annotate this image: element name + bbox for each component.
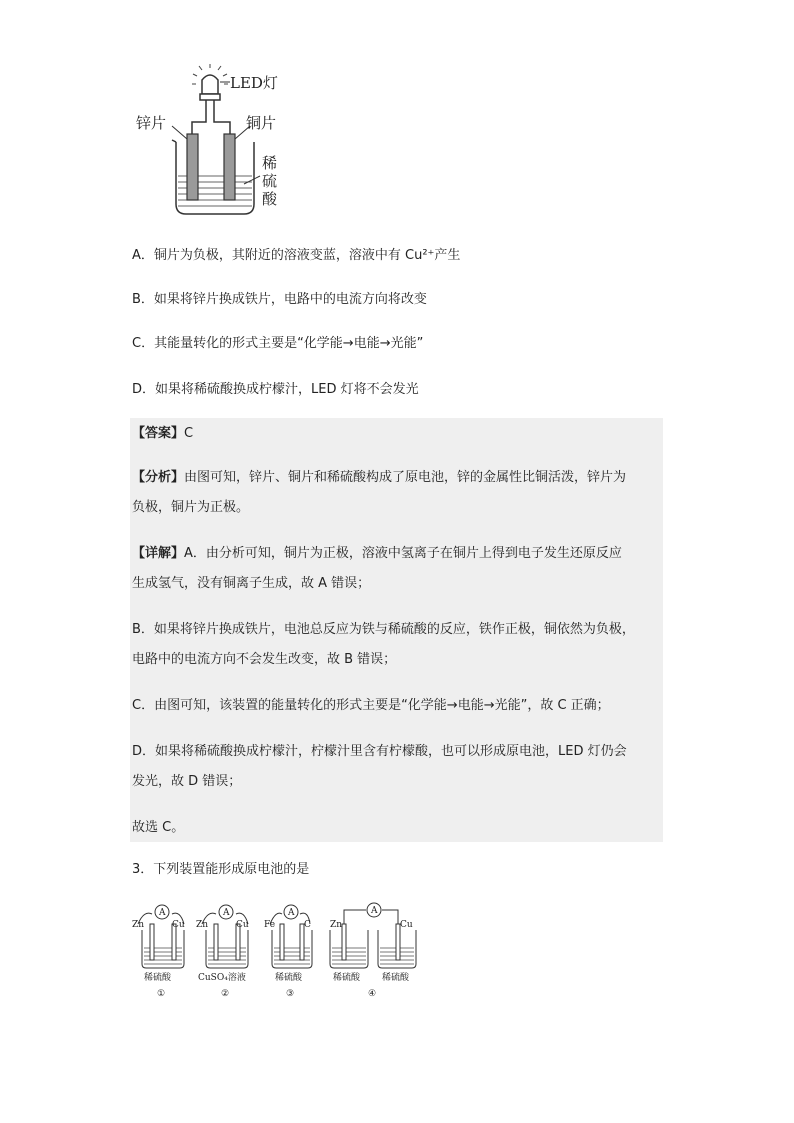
d1-right: Cu [172, 920, 185, 930]
detail-tag: 【详解】 [132, 546, 185, 561]
d4-solution-left: 稀硫酸 [333, 973, 361, 983]
ammeter-label: A [159, 908, 166, 918]
d1-left: Zn [132, 920, 145, 930]
ammeter-label: A [288, 908, 295, 918]
answer-tag: 【答案】 [132, 426, 185, 441]
analysis-tag: 【分析】 [132, 470, 185, 485]
zinc-label: 锌片 [136, 114, 167, 132]
led-cell-figure [132, 64, 302, 224]
d1-solution: 稀硫酸 [144, 973, 172, 983]
detail-c-line: C．由图可知，该装置的能量转化的形式主要是“化学能→电能→光能”，故 C 正确； [132, 698, 610, 713]
option-c: C．其能量转化的形式主要是“化学能→电能→光能” [132, 336, 424, 351]
led-bulb [202, 75, 218, 94]
answer-value: C [184, 426, 194, 441]
d2-num: ② [221, 989, 230, 999]
acid-label-1: 稀 [262, 154, 278, 172]
analysis-text-1: 由图可知，锌片、铜片和稀硫酸构成了原电池，锌的金属性比铜活泼，锌片为 [184, 470, 627, 485]
acid-label-3: 酸 [262, 190, 278, 208]
d3-solution: 稀硫酸 [275, 973, 303, 983]
detail-a-line-1 [132, 544, 622, 564]
detail-b-line-2: 电路中的电流方向不会发生改变，故 B 错误； [132, 652, 397, 667]
d3-right: C [304, 920, 311, 930]
option-a: A．铜片为负极，其附近的溶液变蓝，溶液中有 Cu²⁺产生 [132, 248, 461, 263]
detail-b-line-1: B．如果将锌片换成铁片，电池总反应为铁与稀硫酸的反应，铁作正极，铜依然为负极， [132, 622, 635, 637]
d3-num: ③ [286, 989, 295, 999]
ammeter-label: A [223, 908, 230, 918]
detail-d-line-2: 发光，故 D 错误； [132, 774, 242, 789]
detail-a-text-1: A．由分析可知，铜片为正极，溶液中氢离子在铜片上得到电子发生还原反应 [184, 546, 622, 561]
d2-right: Cu [236, 920, 249, 930]
d3-left: Fe [264, 920, 276, 930]
zinc-electrode [187, 134, 198, 200]
option-d: D．如果将稀硫酸换成柠檬汁，LED 灯将不会发光 [132, 382, 419, 397]
analysis-line-2: 负极，铜片为正极。 [132, 500, 250, 515]
acid-label-2: 硫 [262, 172, 278, 190]
galvanic-cells-figure [130, 900, 420, 1010]
d4-left: Zn [330, 920, 343, 930]
copper-label: 铜片 [246, 114, 277, 132]
d2-solution: CuSO₄溶液 [198, 973, 246, 983]
answer-line [132, 424, 193, 444]
d1-num: ① [157, 989, 166, 999]
led-label: LED灯 [230, 74, 278, 92]
ammeter-label: A [371, 906, 378, 916]
copper-electrode [224, 134, 235, 200]
d2-left: Zn [196, 920, 209, 930]
question-3: 3．下列装置能形成原电池的是 [132, 862, 310, 877]
d4-solution-right: 稀硫酸 [382, 973, 410, 983]
option-b: B．如果将锌片换成铁片，电路中的电流方向将改变 [132, 292, 427, 307]
d4-right: Cu [400, 920, 413, 930]
d4-num: ④ [368, 989, 377, 999]
device-4 [330, 910, 416, 968]
detail-d-line-1: D．如果将稀硫酸换成柠檬汁，柠檬汁里含有柠檬酸，也可以形成原电池，LED 灯仍会 [132, 744, 627, 759]
detail-a-line-2: 生成氢气，没有铜离子生成，故 A 错误； [132, 576, 371, 591]
analysis-line-1 [132, 468, 626, 488]
conclusion-line: 故选 C。 [132, 820, 185, 835]
